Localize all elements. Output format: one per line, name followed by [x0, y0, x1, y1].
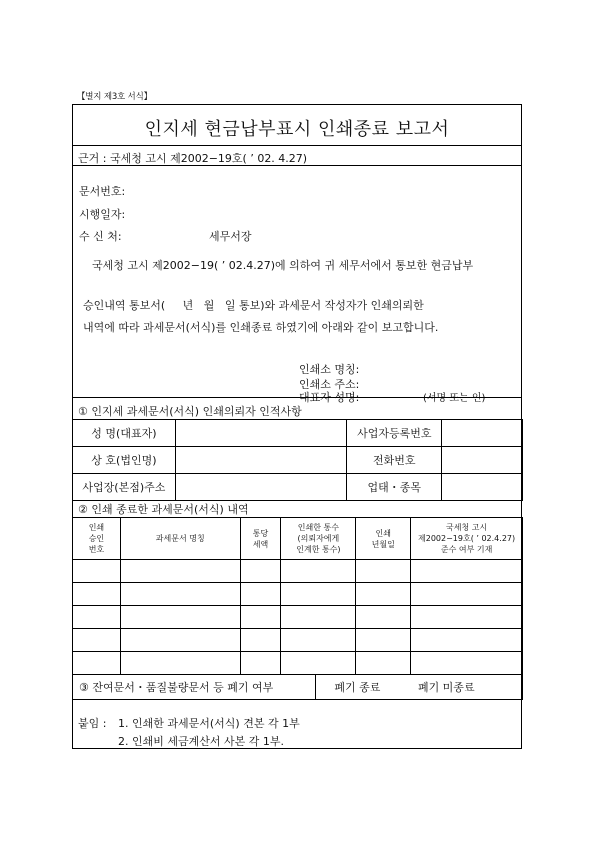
disposal-not-done-option[interactable]: 폐기 미종료	[417, 681, 475, 694]
col-compliance-header: 국세청 고시 제2002−19호( ’ 02.4.27) 준수 여부 기재	[411, 518, 523, 560]
doc-number-label: 문서번호:	[79, 185, 126, 198]
business-reg-no-label: 사업자등록번호	[347, 420, 442, 447]
attachments-label: 붙임 :	[78, 717, 107, 730]
col-doc-name-header: 과세문서 명칭	[120, 518, 240, 560]
applicant-name-value	[175, 420, 347, 447]
phone-label: 전화번호	[347, 447, 442, 474]
col-printed-count-header: 인쇄한 통수 (의뢰자에게 인계한 통수)	[281, 518, 356, 560]
recipient-label: 수 신 처:	[79, 230, 122, 243]
printer-rep-row	[73, 389, 523, 404]
applicant-info-table	[72, 419, 523, 501]
business-address-value	[175, 474, 347, 501]
disposal-table	[72, 674, 523, 700]
basis-text: 근거 : 국세청 고시 제2002−19호( ’ 02. 4.27)	[78, 152, 308, 165]
applicant-name-label: 성 명(대표자)	[73, 420, 176, 447]
business-address-label: 사업장(본점)주소	[73, 474, 176, 501]
body-line-2: 승인내역 통보서( 년 월 일 통보)와 과세문서 작성자가 인쇄의뢰한	[83, 299, 424, 312]
section1-title: ① 인지세 과세문서(서식) 인쇄의뢰자 인적사항	[78, 405, 302, 418]
business-type-value	[442, 474, 523, 501]
company-name-value	[175, 447, 347, 474]
company-name-label: 상 호(법인명)	[73, 447, 176, 474]
printer-name-label: 인쇄소 명칭:	[299, 363, 360, 376]
disposal-options	[316, 675, 523, 700]
report-form	[72, 104, 522, 749]
business-type-label: 업태・종목	[347, 474, 442, 501]
printer-seal-label: (서명 또는 인)	[423, 393, 486, 404]
attachment-item-2: 2. 인쇄비 세금계산서 사본 각 1부.	[118, 735, 284, 748]
table-row	[73, 652, 523, 675]
business-reg-no-value	[442, 420, 523, 447]
phone-value	[442, 447, 523, 474]
col-print-date-header: 인쇄 년월일	[356, 518, 411, 560]
disposal-question: ③ 잔여문서・품질불량문서 등 폐기 여부	[73, 675, 316, 700]
date-label: 시행일자:	[79, 208, 126, 221]
table-row	[73, 583, 523, 606]
col-approval-no-header: 인쇄 승인 번호	[73, 518, 121, 560]
col-unit-tax-header: 통당 세액	[240, 518, 281, 560]
printed-documents-table	[72, 517, 523, 675]
form-title: 인지세 현금납부표시 인쇄종료 보고서	[144, 119, 450, 140]
body-line-3: 내역에 따라 과세문서(서식)를 인쇄종료 하였기에 아래와 같이 보고합니다.	[83, 321, 439, 334]
disposal-done-option[interactable]: 폐기 종료	[334, 681, 381, 694]
attachment-item-1: 1. 인쇄한 과세문서(서식) 견본 각 1부	[118, 717, 300, 730]
table-row	[73, 629, 523, 652]
table-row	[73, 606, 523, 629]
recipient-value: 세무서장	[209, 230, 252, 243]
form-number-label: 【별지 제3호 서식】	[77, 92, 152, 102]
body-line-1: 국세청 고시 제2002−19( ’ 02.4.27)에 의하여 귀 세무서에서 통보한 현금납부	[92, 259, 474, 272]
printer-address-label: 인쇄소 주소:	[299, 378, 360, 391]
table-row	[73, 560, 523, 583]
printer-rep-label: 대표자 성명:	[299, 391, 360, 404]
section2-title: ② 인쇄 종료한 과세문서(서식) 내역	[78, 503, 249, 516]
